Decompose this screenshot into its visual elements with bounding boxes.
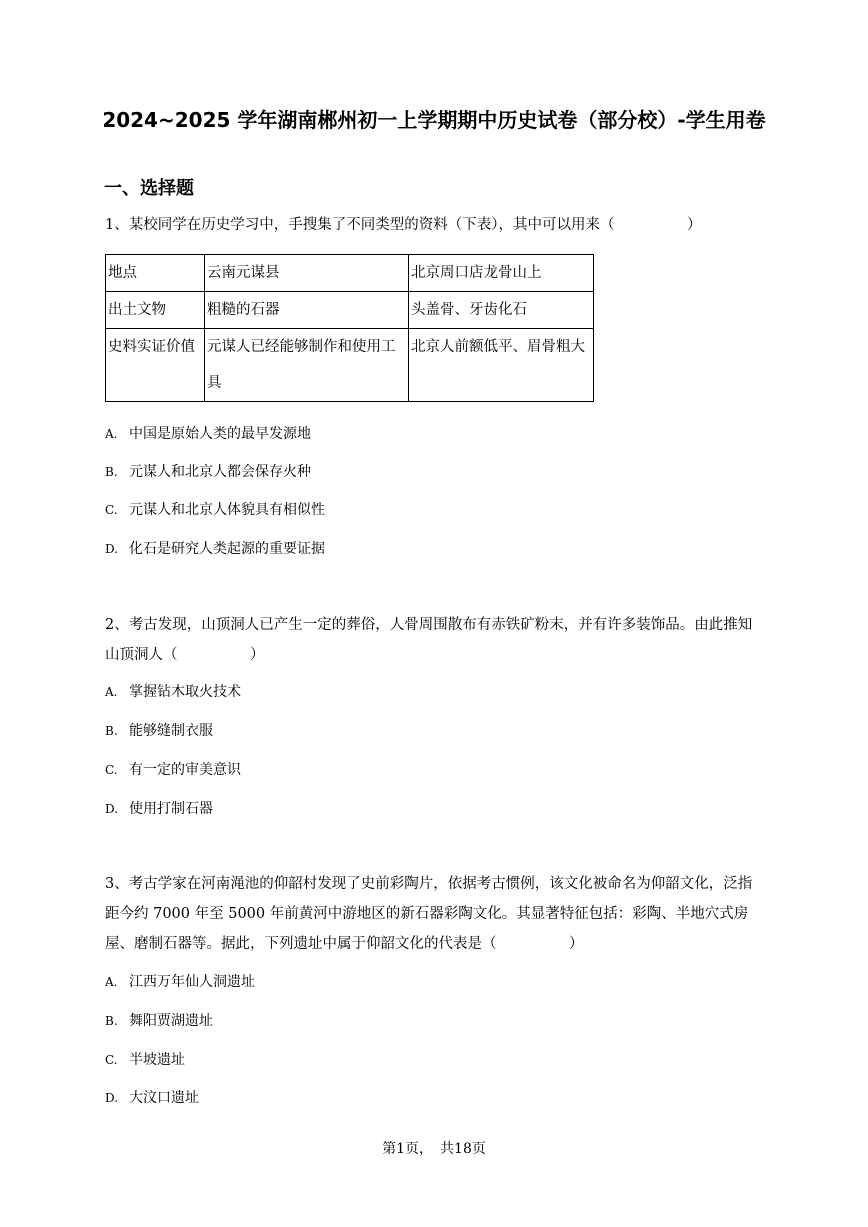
option-letter: C.: [105, 1053, 118, 1067]
question-2-option-a[interactable]: [105, 682, 241, 702]
option-letter: D.: [105, 542, 119, 556]
table-cell: 元谋人已经能够制作和使用工具: [205, 329, 409, 402]
question-1-option-b[interactable]: [105, 462, 311, 482]
option-letter: D.: [105, 802, 119, 816]
option-letter: B.: [105, 1014, 118, 1028]
option-letter: B.: [105, 724, 118, 738]
question-1-option-c[interactable]: [105, 500, 325, 520]
question-3-option-d[interactable]: [105, 1088, 199, 1108]
source-table: [105, 254, 594, 402]
table-cell: 北京周口店龙骨山上: [409, 255, 594, 292]
question-2-option-d[interactable]: [105, 799, 213, 819]
option-text: 使用打制石器: [129, 801, 213, 817]
option-text: 元谋人和北京人体貌具有相似性: [129, 502, 325, 518]
option-letter: A.: [105, 685, 118, 699]
question-3-option-a[interactable]: [105, 972, 255, 992]
question-1-stem: 1、某校同学在历史学习中，手搜集了不同类型的资料（下表），其中可以用来（ ）: [105, 217, 702, 233]
option-letter: A.: [105, 975, 118, 989]
question-3-stem: 3、考古学家在河南渑池的仰韶村发现了史前彩陶片，依据考古惯例，该文化被命名为仰韶文化，泛指距今约 7000 年至 5000 年前黄河中游地区的新石器彩陶文化。其显著特征包括：彩陶、半地穴式房屋、磨制石器等。据此，下列遗址中属于仰韶文化的代表是（ ）: [105, 876, 753, 952]
question-2-stem: 2、考古发现，山顶洞人已产生一定的葬俗，人骨周围散布有赤铁矿粉末，并有许多装饰品。由此推知山顶洞人（ ）: [105, 617, 753, 663]
table-cell: 出土文物: [106, 292, 205, 329]
table-cell: 北京人前额低平、眉骨粗大: [409, 329, 594, 402]
question-3-option-c[interactable]: [105, 1050, 185, 1070]
table-cell: 地点: [106, 255, 205, 292]
option-text: 江西万年仙人洞遗址: [129, 974, 255, 990]
question-1-option-d[interactable]: [105, 539, 325, 559]
option-letter: B.: [105, 465, 118, 479]
document-title: 2024~2025 学年湖南郴州初一上学期期中历史试卷（部分校）-学生用卷: [102, 108, 766, 132]
option-text: 元谋人和北京人都会保存火种: [129, 464, 311, 480]
section-title: 一、选择题: [104, 178, 194, 199]
option-text: 化石是研究人类起源的重要证据: [129, 541, 325, 557]
table-cell: 史料实证价值: [106, 329, 205, 402]
question-1-option-a[interactable]: [105, 424, 311, 444]
option-text: 中国是原始人类的最早发源地: [129, 426, 311, 442]
option-text: 舞阳贾湖遗址: [129, 1013, 213, 1029]
table-cell: 云南元谋县: [205, 255, 409, 292]
question-2-option-b[interactable]: [105, 721, 213, 741]
option-text: 能够缝制衣服: [129, 723, 213, 739]
option-letter: C.: [105, 503, 118, 517]
option-text: 半坡遗址: [129, 1052, 185, 1068]
question-3-option-b[interactable]: [105, 1011, 213, 1031]
table-cell: 头盖骨、牙齿化石: [409, 292, 594, 329]
table-cell: 粗糙的石器: [205, 292, 409, 329]
option-letter: A.: [105, 427, 118, 441]
option-text: 有一定的审美意识: [129, 762, 241, 778]
table-row: [106, 292, 594, 329]
table-row: [106, 255, 594, 292]
option-text: 大汶口遗址: [129, 1090, 199, 1106]
question-2-option-c[interactable]: [105, 760, 241, 780]
table-row: [106, 329, 594, 402]
option-text: 掌握钻木取火技术: [129, 684, 241, 700]
option-letter: D.: [105, 1091, 119, 1105]
option-letter: C.: [105, 763, 118, 777]
page-number: 第1页， 共18页: [382, 1141, 486, 1157]
